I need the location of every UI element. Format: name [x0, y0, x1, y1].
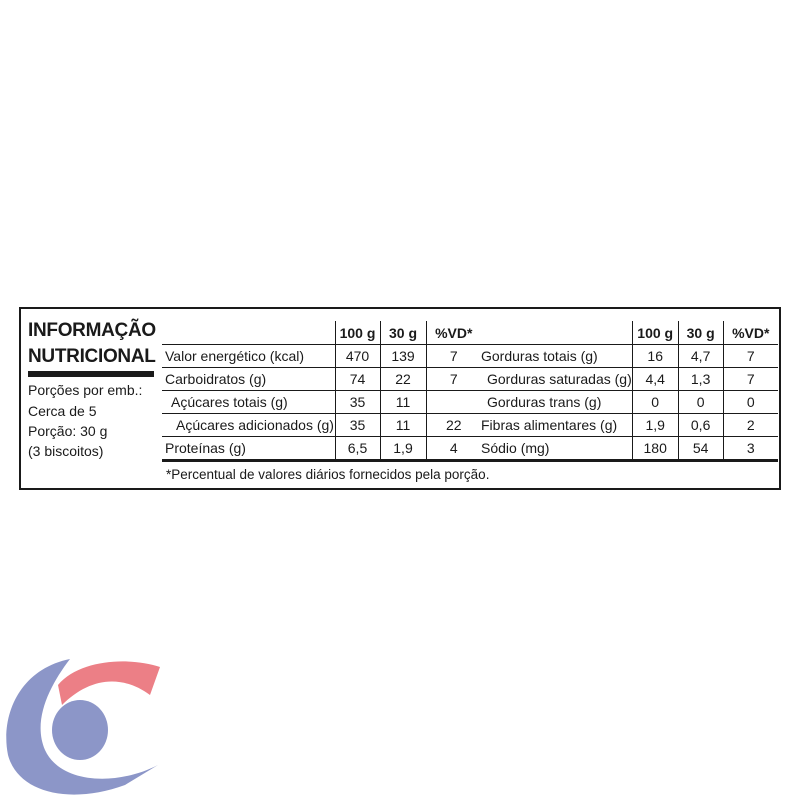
panel-title-line1: INFORMAÇÃO [28, 320, 156, 341]
value-100g: 16 [632, 345, 678, 368]
value-vd: 7 [723, 345, 778, 368]
nutrient-label: Proteínas (g) [162, 437, 335, 461]
value-100g: 180 [632, 437, 678, 461]
value-100g: 470 [335, 345, 380, 368]
value-100g: 4,4 [632, 368, 678, 391]
value-vd: 7 [426, 368, 481, 391]
nutrient-label: Gorduras trans (g) [478, 391, 632, 414]
header-30g: 30 g [678, 321, 723, 345]
header-100g: 100 g [335, 321, 380, 345]
brand-logo-icon [0, 655, 170, 800]
table-header-row [478, 321, 778, 345]
table-row [478, 437, 778, 461]
value-vd: 7 [723, 368, 778, 391]
value-vd [426, 391, 481, 414]
value-vd: 7 [426, 345, 481, 368]
header-100g: 100 g [632, 321, 678, 345]
nutrient-label: Carboidratos (g) [162, 368, 335, 391]
panel-header-column [21, 309, 159, 488]
value-30g: 1,3 [678, 368, 723, 391]
logo-blue-core [52, 700, 108, 760]
nutrient-label: Açúcares adicionados (g) [162, 414, 335, 437]
value-100g: 35 [335, 391, 380, 414]
nutrient-label: Fibras alimentares (g) [478, 414, 632, 437]
value-100g: 1,9 [632, 414, 678, 437]
nutrition-facts-panel [19, 307, 781, 490]
nutrient-label: Gorduras saturadas (g) [478, 368, 632, 391]
header-vd: %VD* [426, 321, 481, 345]
header-blank [478, 321, 632, 345]
value-100g: 0 [632, 391, 678, 414]
value-30g: 0 [678, 391, 723, 414]
table-row [162, 345, 481, 368]
value-30g: 1,9 [380, 437, 426, 461]
panel-title-line2: NUTRICIONAL [28, 346, 156, 367]
table-row [162, 391, 481, 414]
value-30g: 11 [380, 391, 426, 414]
table-header-row [162, 321, 481, 345]
value-vd: 0 [723, 391, 778, 414]
serving-description: (3 biscoitos) [28, 443, 104, 459]
footnote: *Percentual de valores diários fornecidos pela porção. [166, 467, 490, 482]
serving-size: Porção: 30 g [28, 423, 108, 439]
table-row [478, 368, 778, 391]
value-30g: 11 [380, 414, 426, 437]
logo-red-swoosh [58, 661, 160, 705]
value-30g: 54 [678, 437, 723, 461]
servings-per-package: Porções por emb.: [28, 382, 143, 398]
value-30g: 139 [380, 345, 426, 368]
header-30g: 30 g [380, 321, 426, 345]
value-100g: 35 [335, 414, 380, 437]
table-row [162, 437, 481, 461]
table-row [162, 368, 481, 391]
value-30g: 0,6 [678, 414, 723, 437]
nutrient-table-left [162, 321, 481, 462]
table-row [478, 414, 778, 437]
header-blank [162, 321, 335, 345]
nutrient-label: Açúcares totais (g) [162, 391, 335, 414]
table-row [478, 345, 778, 368]
value-30g: 4,7 [678, 345, 723, 368]
table-row [162, 414, 481, 437]
header-vd: %VD* [723, 321, 778, 345]
value-100g: 6,5 [335, 437, 380, 461]
value-vd: 3 [723, 437, 778, 461]
servings-count: Cerca de 5 [28, 403, 97, 419]
value-100g: 74 [335, 368, 380, 391]
value-vd: 22 [426, 414, 481, 437]
value-vd: 4 [426, 437, 481, 461]
nutrient-label: Valor energético (kcal) [162, 345, 335, 368]
title-divider [28, 371, 154, 377]
nutrient-label: Sódio (mg) [478, 437, 632, 461]
nutrient-table-right [478, 321, 778, 462]
nutrient-label: Gorduras totais (g) [478, 345, 632, 368]
value-vd: 2 [723, 414, 778, 437]
table-row [478, 391, 778, 414]
value-30g: 22 [380, 368, 426, 391]
